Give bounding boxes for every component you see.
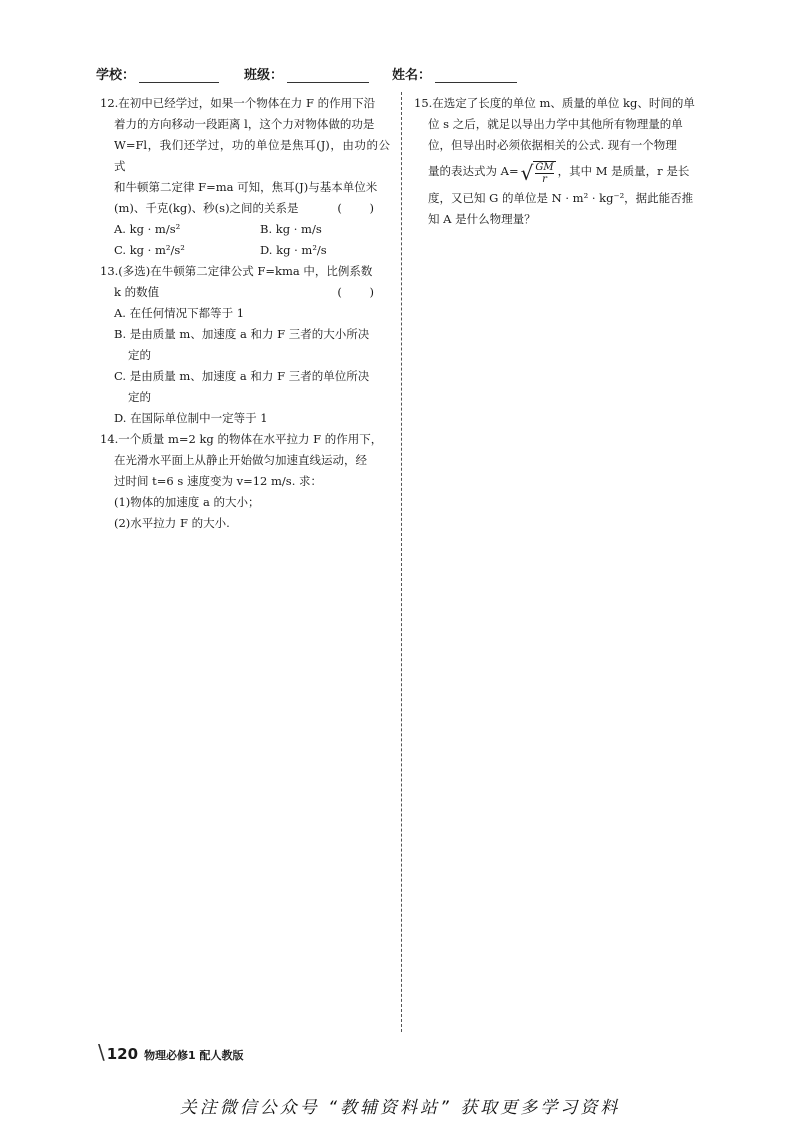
- question-13: [100, 261, 390, 429]
- q13-line-1: 13.(多选)在牛顿第二定律公式 F=kma 中，比例系数: [100, 264, 373, 278]
- q15-line-6: 知 A 是什么物理量？: [428, 211, 536, 226]
- question-12: [100, 93, 390, 261]
- class-label: 班级：: [244, 68, 284, 83]
- q12-line-3: W=Fl，我们还学过，功的单位是焦耳(J)，由功的公式: [114, 138, 390, 173]
- q12-answer-paren[interactable]: ( ): [337, 201, 386, 215]
- q15-line-1: 15.在选定了长度的单位 m、质量的单位 kg、时间的单: [414, 96, 695, 110]
- q13-option-c[interactable]: C. 是由质量 m、加速度 a 和力 F 三者的单位所决: [114, 369, 370, 383]
- name-label: 姓名：: [392, 68, 432, 83]
- column-divider: [401, 92, 402, 1032]
- q13-option-c-cont: 定的: [128, 390, 151, 404]
- q14-subquestion-1: (1)物体的加速度 a 的大小；: [114, 495, 260, 509]
- sqrt-formula: [521, 157, 556, 188]
- q12-option-d[interactable]: D. kg · m²/s: [260, 243, 327, 257]
- page-number: 120: [106, 1045, 139, 1063]
- q13-answer-paren[interactable]: ( ): [337, 285, 386, 299]
- q12-line-4: 和牛顿第二定律 F=ma 可知，焦耳(J)与基本单位米: [114, 180, 378, 194]
- radical-sign-icon: √: [520, 160, 534, 185]
- q12-line-1: 12.在初中已经学过，如果一个物体在力 F 的作用下沿: [100, 96, 376, 110]
- class-field: [244, 64, 369, 83]
- q12-line-2: 着力的方向移动一段距离 l，这个力对物体做的功是: [114, 117, 375, 131]
- q12-option-a[interactable]: A. kg · m/s²: [114, 222, 181, 236]
- promo-handwriting: 关注微信公众号 “教辅资料站” 获取更多学习资料: [179, 1098, 621, 1118]
- q13-option-b-cont: 定的: [128, 348, 151, 362]
- school-field: [96, 64, 219, 83]
- footer-slash-icon: \: [98, 1040, 105, 1064]
- left-column: [100, 93, 390, 534]
- q12-options-row-2: [100, 240, 390, 261]
- q12-line-5: [100, 198, 390, 219]
- school-blank-line[interactable]: [139, 68, 219, 83]
- school-label: 学校：: [96, 68, 136, 83]
- question-14: [100, 429, 390, 534]
- q13-option-a[interactable]: A. 在任何情况下都等于 1: [114, 306, 245, 320]
- question-15: [414, 93, 714, 230]
- name-blank-line[interactable]: [435, 68, 517, 83]
- q14-line-3: 过时间 t=6 s 速度变为 v=12 m/s. 求：: [114, 474, 323, 488]
- formula-fraction: [533, 161, 555, 185]
- q15-line-5: 度，又已知 G 的单位是 N · m² · kg⁻²，据此能否推: [428, 190, 694, 205]
- q12-option-c[interactable]: C. kg · m²/s²: [114, 243, 185, 257]
- q14-line-2: 在光滑水平面上从静止开始做匀加速直线运动，经: [114, 453, 367, 467]
- q14-line-1: 14.一个质量 m=2 kg 的物体在水平拉力 F 的作用下，: [100, 432, 383, 446]
- q14-subquestion-2: (2)水平拉力 F 的大小.: [114, 516, 230, 530]
- q12-options-row-1: [100, 219, 390, 240]
- page-footer: [98, 1040, 244, 1064]
- right-column: [414, 93, 714, 230]
- q13-option-b[interactable]: B. 是由质量 m、加速度 a 和力 F 三者的大小所决: [114, 327, 370, 341]
- q13-option-d[interactable]: D. 在国际单位制中一定等于 1: [114, 411, 268, 425]
- book-title: 物理必修1 配人教版: [144, 1049, 244, 1062]
- q15-line-4: [414, 156, 714, 188]
- q13-line-2-text: k 的数值: [114, 285, 160, 299]
- q15-formula-prefix: 量的表达式为 A=: [428, 164, 519, 178]
- q12-line-5-text: (m)、千克(kg)、秒(s)之间的关系是: [114, 201, 299, 215]
- fraction-denominator: r: [542, 173, 547, 185]
- name-field: [392, 64, 517, 83]
- q15-line-3: 位，但导出时必须依据相关的公式. 现有一个物理: [428, 138, 677, 152]
- q15-formula-suffix: ，其中 M 是质量，r 是长: [557, 164, 690, 178]
- class-blank-line[interactable]: [287, 68, 369, 83]
- q13-line-2: [100, 282, 390, 303]
- q12-option-b[interactable]: B. kg · m/s: [260, 222, 322, 236]
- fraction-numerator: GM: [535, 161, 554, 173]
- q15-line-2: 位 s 之后，就足以导出力学中其他所有物理量的单: [428, 117, 683, 131]
